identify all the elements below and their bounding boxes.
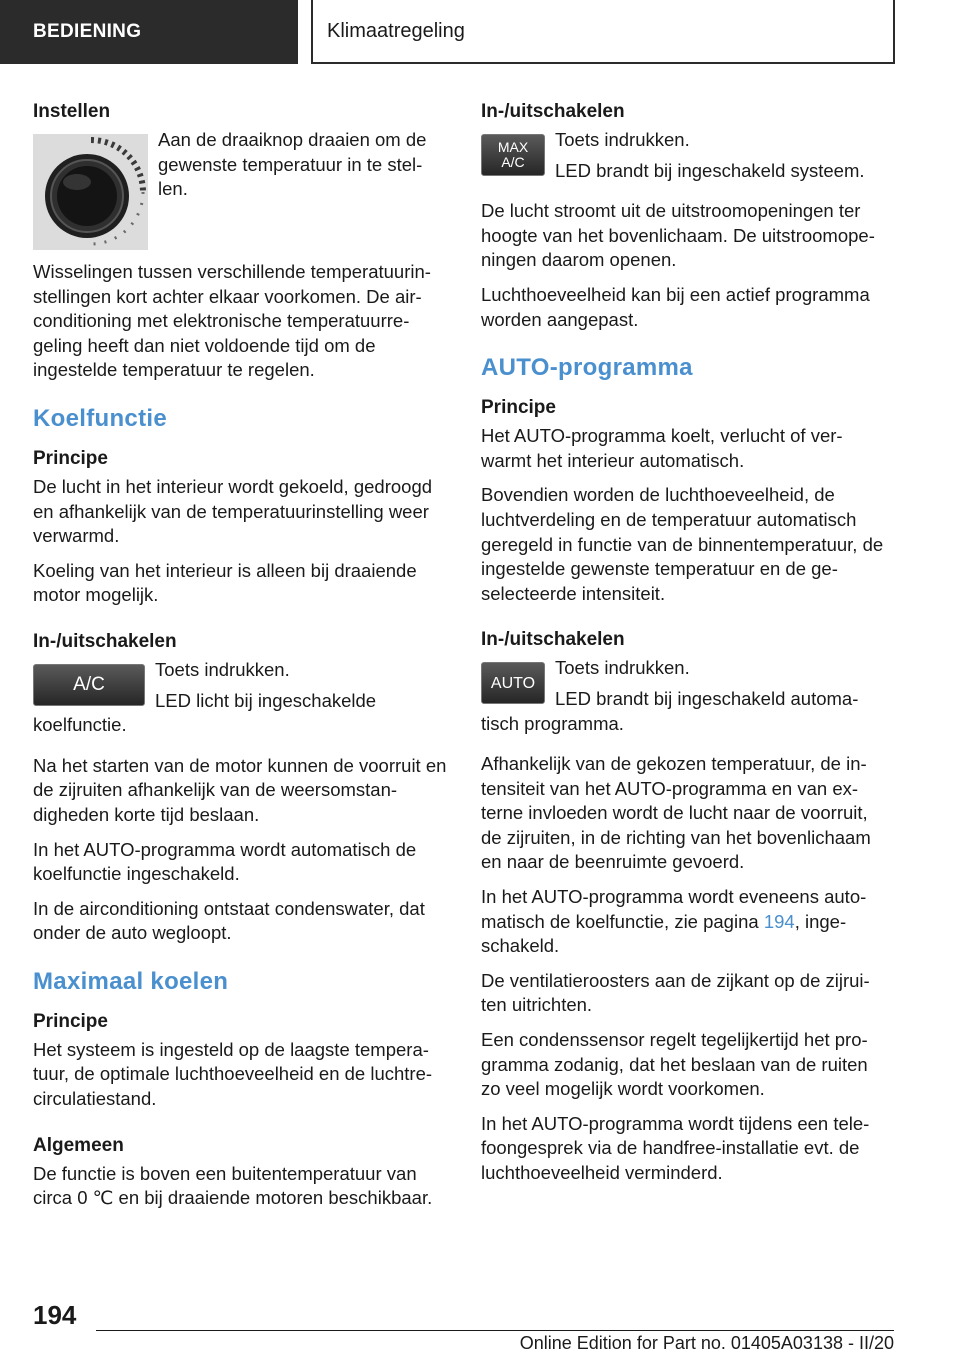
page-number: 194 (33, 1300, 77, 1330)
koel-p3: Na het starten van de motor kunnen de voorruit en de zijruiten afhankelijk van de weersomstan-digheden korte tijd beslaan. (33, 754, 447, 825)
maxac-l2: LED brandt bij ingeschakeld systeem. (555, 159, 865, 181)
koel-principe-title: Principe (33, 447, 108, 469)
max-ac-line2: A/C (501, 154, 525, 170)
maxac-l1: Toets indrukken. (555, 129, 690, 150)
auto-inuit-l2: LED brandt bij ingeschakeld automa-tisch programma. (481, 687, 859, 734)
ac-button-label: A/C (73, 674, 105, 696)
max-ac-line1: MAX (497, 139, 529, 155)
koel-p5: In de airconditioning ontstaat condenswater, dat onder de auto wegloopt. (33, 897, 425, 944)
max-principe-p: Het systeem is ingesteld op de laagste tempera-tuur, de optimale luchthoeveelheid en de luchtre-circulatiestand. (33, 1038, 433, 1110)
instellen-text: Aan de draaiknop draaien om de gewenste temperatuur in te stel-len. (158, 129, 427, 200)
max-algemeen-title: Algemeen (33, 1134, 124, 1156)
max-algemeen-p: De functie is boven een buitentemperatuur van circa 0 ℃ en bij draaiende motoren beschikbaar. (33, 1162, 433, 1209)
right-column (481, 100, 891, 1196)
auto-button-label: AUTO (490, 674, 536, 692)
temperature-knob-image (33, 134, 148, 250)
auto-inuit-title: In-/uitschakelen (481, 629, 625, 651)
koel-principe-p1: De lucht in het interieur wordt gekoeld, gedroogd en afhankelijk van de temperatuurinstelling weer verwarmd. (33, 475, 433, 547)
instellen-block (33, 128, 448, 250)
instellen-paragraph: Wisselingen tussen verschillende temperatuurin-stellingen kort achter elkaar voorkomen. De air-conditioning met elektronische temperatuurre-geling heeft dan niet voldoende tijd om de ingestelde temperatuur te regelen. (33, 261, 431, 381)
rotary-knob-icon (33, 134, 148, 250)
auto-principe-title: Principe (481, 397, 556, 419)
koel-inuit-l1: Toets indrukken. (155, 658, 290, 680)
chapter-tab (311, 0, 895, 64)
chapter-title: Klimaatregeling (327, 19, 465, 42)
auto-p4 (481, 885, 891, 959)
auto-p4-text: In het AUTO-programma wordt eveneens auto-matisch de koelfunctie, zie pagina (481, 886, 867, 932)
right-p2: Luchthoeveelheid kan bij een actief programma worden aangepast. (481, 283, 870, 330)
auto-p6: Een condenssensor regelt tegelijkertijd het pro-gramma zodanig, dat het beslaan van de ruiten zo veel mogelijk wordt voorkomen. (481, 1029, 868, 1100)
auto-p5: De ventilatieroosters aan de zijkant op de zijrui-ten uitrichten. (481, 969, 870, 1016)
auto-programma-heading: AUTO-programma (481, 354, 693, 382)
auto-button-block (481, 656, 891, 742)
koelfunctie-heading: Koelfunctie (33, 404, 167, 432)
right-p1: De lucht stroomt uit de uitstroomopeningen ter hoogte van het bovenlichaam. De uitstroomope-ningen daarom openen. (481, 200, 875, 271)
auto-p4-text-end: , inge-schakeld. (481, 910, 847, 957)
koel-principe-p2: Koeling van het interieur is alleen bij draaiende motor mogelijk. (33, 559, 417, 606)
left-column (33, 100, 448, 1221)
section-tab (0, 0, 298, 64)
footer-divider (96, 1330, 894, 1331)
auto-principe-p2: Bovendien worden de luchthoeveelheid, de luchtverdeling en de temperatuur automatisch geregeld in functie van de binnentemperatuur, de ingestelde gewenste temperatuur en de ge-selecteerde intensiteit. (481, 484, 884, 604)
auto-p3: Afhankelijk van de gekozen temperatuur, de in-tensiteit van het AUTO-programma en van ex-terne invloeden wordt de lucht naar de voorruit, de zijruiten, in de richting van het bovenlichaam en naar de beenruimte gevoerd. (481, 753, 871, 873)
auto-inuit-l1: Toets indrukken. (555, 657, 690, 679)
maximaal-koelen-heading: Maximaal koelen (33, 967, 229, 995)
edition-text: Online Edition for Part no. 01405A03138 - II/20 (519, 1333, 894, 1353)
section-title: BEDIENING (33, 21, 142, 42)
ac-button-block (33, 658, 448, 744)
instellen-title: Instellen (33, 101, 111, 122)
auto-button-image (481, 662, 545, 704)
maxac-inuit-title: In-/uitschakelen (481, 101, 625, 122)
koel-inuit-title: In-/uitschakelen (33, 630, 177, 652)
maxac-button-block (481, 128, 891, 189)
koel-inuit-l2: LED licht bij ingeschakelde koelfunctie. (33, 689, 377, 736)
page-reference-link[interactable]: 194 (763, 910, 795, 932)
max-principe-title: Principe (33, 1010, 108, 1032)
ac-button-image (33, 664, 145, 706)
koel-p4: In het AUTO-programma wordt automatisch de koelfunctie ingeschakeld. (33, 838, 417, 885)
max-ac-button-image (481, 134, 545, 176)
auto-principe-p1: Het AUTO-programma koelt, verlucht of ver-warmt het interieur automatisch. (481, 425, 843, 471)
auto-p7: In het AUTO-programma wordt tijdens een tele-foongesprek via de handfree-installatie evt. de luchthoeveelheid verminderd. (481, 1112, 870, 1183)
